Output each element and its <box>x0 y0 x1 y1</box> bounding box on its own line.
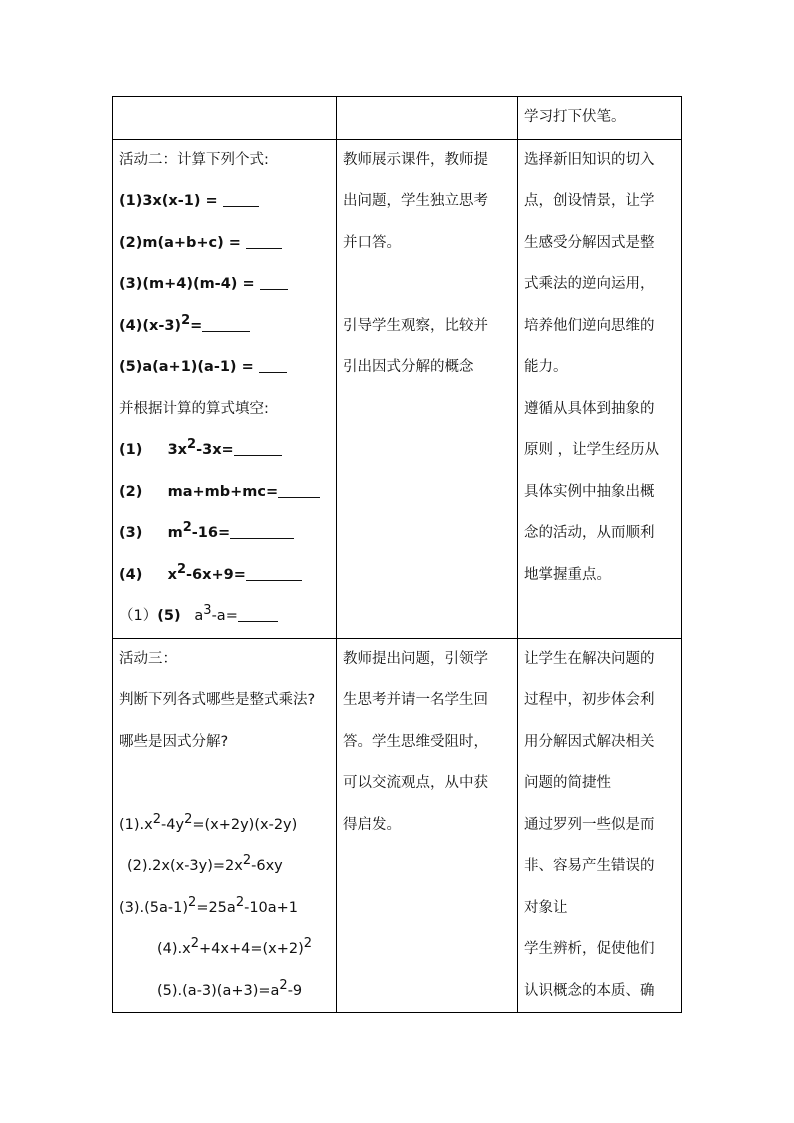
fill-item <box>119 555 330 597</box>
math-expr: =(x+2y)(x-2y) <box>192 816 298 833</box>
teacher-text: 教师提出问题，引领学 <box>343 650 488 667</box>
activity-title: 活动三： <box>119 650 177 667</box>
teacher-activity-cell <box>337 638 518 1013</box>
calc-expr: (4)(x-3) <box>119 317 182 334</box>
purpose-text: 地掌握重点。 <box>524 566 611 583</box>
fill-item <box>119 430 330 472</box>
calc-expr: = <box>190 317 203 334</box>
lesson-plan-table <box>112 96 682 1013</box>
judge-item <box>119 971 330 1013</box>
purpose-text: 式乘法的逆向运用， <box>524 276 655 292</box>
fill-item <box>119 513 330 555</box>
fill-expr: -a= <box>211 608 238 624</box>
calc-item <box>119 181 330 223</box>
judge-item <box>119 805 330 847</box>
math-expr: (1).x <box>119 816 153 833</box>
calc-expr: (2)m(a+b+c) = <box>119 234 241 251</box>
fill-num: (2) <box>119 483 143 500</box>
exponent: 2 <box>279 977 288 993</box>
question-text: 哪些是因式分解? <box>119 733 229 750</box>
fill-num: (1) <box>119 442 143 458</box>
table-row <box>113 638 682 1013</box>
activity-title: 活动二：计算下列个式: <box>119 151 269 168</box>
exponent: 2 <box>176 561 186 577</box>
exponent: 2 <box>190 936 200 951</box>
purpose-text: 学习打下伏笔。 <box>524 109 626 125</box>
answer-blank <box>202 317 250 332</box>
answer-blank <box>260 275 288 290</box>
math-expr: (3).(5a-1) <box>119 899 189 916</box>
purpose-text: 学生辨析，促使他们 <box>524 941 655 957</box>
activity-cell <box>113 139 337 638</box>
purpose-text: 用分解因式解决相关 <box>524 733 655 750</box>
answer-blank <box>230 524 294 539</box>
table-row <box>113 139 682 638</box>
calc-item <box>119 306 330 348</box>
math-expr: =25a <box>196 899 236 916</box>
teacher-text: 答。学生思维受阻时， <box>343 733 488 750</box>
purpose-text: 对象让 <box>524 899 568 916</box>
fill-expr: a <box>194 608 204 624</box>
math-expr: (2).2x(x-3y)=2x <box>127 858 243 874</box>
activity-cell <box>113 638 337 1013</box>
fill-item <box>119 596 330 638</box>
teacher-text: 出问题，学生独立思考 <box>343 193 488 209</box>
calc-item <box>119 264 330 306</box>
exponent: 2 <box>235 894 245 910</box>
fill-expr: x <box>167 566 177 583</box>
judge-item <box>119 846 330 888</box>
purpose-text: 遵循从具体到抽象的 <box>524 400 655 417</box>
cell-empty <box>337 97 518 140</box>
math-expr: -4y <box>161 816 185 833</box>
fill-num: (5) <box>157 608 181 624</box>
math-expr: -9 <box>287 982 303 999</box>
purpose-text: 生感受分解因式是整 <box>524 234 655 251</box>
purpose-text: 认识概念的本质、确 <box>524 982 655 999</box>
fill-expr: m <box>167 525 183 541</box>
purpose-text: 选择新旧知识的切入 <box>524 151 655 168</box>
purpose-text: 念的活动，从而顺利 <box>524 525 655 541</box>
fill-expr: -16= <box>191 525 231 541</box>
exponent: 2 <box>182 520 192 535</box>
teacher-text <box>343 264 511 306</box>
fill-num: (4) <box>119 566 143 583</box>
purpose-text: 点，创设情景，让学 <box>524 193 655 209</box>
math-expr: +4x+4=(x+2) <box>199 941 304 957</box>
exponent: 2 <box>152 811 162 827</box>
answer-blank <box>238 607 278 622</box>
spacer <box>119 763 330 805</box>
fill-prefix: （1） <box>119 608 158 624</box>
teacher-text: 引出因式分解的概念 <box>343 359 474 375</box>
answer-blank <box>234 441 282 456</box>
teacher-text: 生思考并请一名学生回 <box>343 692 488 708</box>
exponent: 2 <box>242 853 252 868</box>
answer-blank <box>278 483 320 498</box>
purpose-cell <box>518 638 682 1013</box>
judge-item <box>119 888 330 930</box>
purpose-text: 过程中，初步体会利 <box>524 692 655 708</box>
teacher-text: 可以交流观点，从中获 <box>343 775 488 791</box>
math-expr: -10a+1 <box>244 899 299 916</box>
math-expr: (4).x <box>157 941 191 957</box>
answer-blank <box>223 192 259 207</box>
math-expr: (5).(a-3)(a+3)=a <box>157 982 280 999</box>
judge-item <box>119 929 330 971</box>
fill-expr: ma+mb+mc= <box>167 483 279 500</box>
exponent: 2 <box>187 437 197 452</box>
purpose-text: 让学生在解决问题的 <box>524 650 655 667</box>
exponent: 3 <box>203 603 212 618</box>
question-text: 判断下列各式哪些是整式乘法? <box>119 692 316 708</box>
purpose-text: 非、容易产生错误的 <box>524 858 655 874</box>
purpose-cell <box>518 97 682 140</box>
calc-expr: (5)a(a+1)(a-1) = <box>119 359 254 375</box>
answer-blank <box>246 566 302 581</box>
fill-item <box>119 472 330 514</box>
calc-expr: (1)3x(x-1) = <box>119 193 218 209</box>
fill-title: 并根据计算的算式填空: <box>119 400 269 417</box>
fill-expr: -6x+9= <box>186 566 246 583</box>
calc-item <box>119 223 330 265</box>
purpose-text: 通过罗列一些似是而 <box>524 816 655 833</box>
purpose-cell <box>518 139 682 638</box>
fill-num: (3) <box>119 525 143 541</box>
calc-expr: (3)(m+4)(m-4) = <box>119 276 255 292</box>
exponent: 2 <box>303 936 313 951</box>
exponent: 2 <box>181 312 191 328</box>
math-expr: -6xy <box>251 858 283 874</box>
calc-item <box>119 347 330 389</box>
fill-expr: -3x= <box>196 442 234 458</box>
teacher-activity-cell <box>337 139 518 638</box>
answer-blank <box>259 358 287 373</box>
cell-empty <box>113 97 337 140</box>
exponent: 2 <box>184 811 193 827</box>
purpose-text: 原则 ，让学生经历从 <box>524 442 660 458</box>
teacher-text: 并口答。 <box>343 234 401 251</box>
purpose-text: 能力。 <box>524 359 568 375</box>
answer-blank <box>246 234 282 249</box>
teacher-text: 得启发。 <box>343 816 401 833</box>
teacher-text: 引导学生观察，比较并 <box>343 317 488 334</box>
teacher-text: 教师展示课件，教师提 <box>343 151 488 168</box>
purpose-text: 具体实例中抽象出概 <box>524 483 655 500</box>
table-row <box>113 97 682 140</box>
purpose-text: 培养他们逆向思维的 <box>524 317 655 334</box>
fill-expr: 3x <box>167 442 188 458</box>
exponent: 2 <box>188 894 197 910</box>
purpose-text: 问题的简捷性 <box>524 775 611 791</box>
